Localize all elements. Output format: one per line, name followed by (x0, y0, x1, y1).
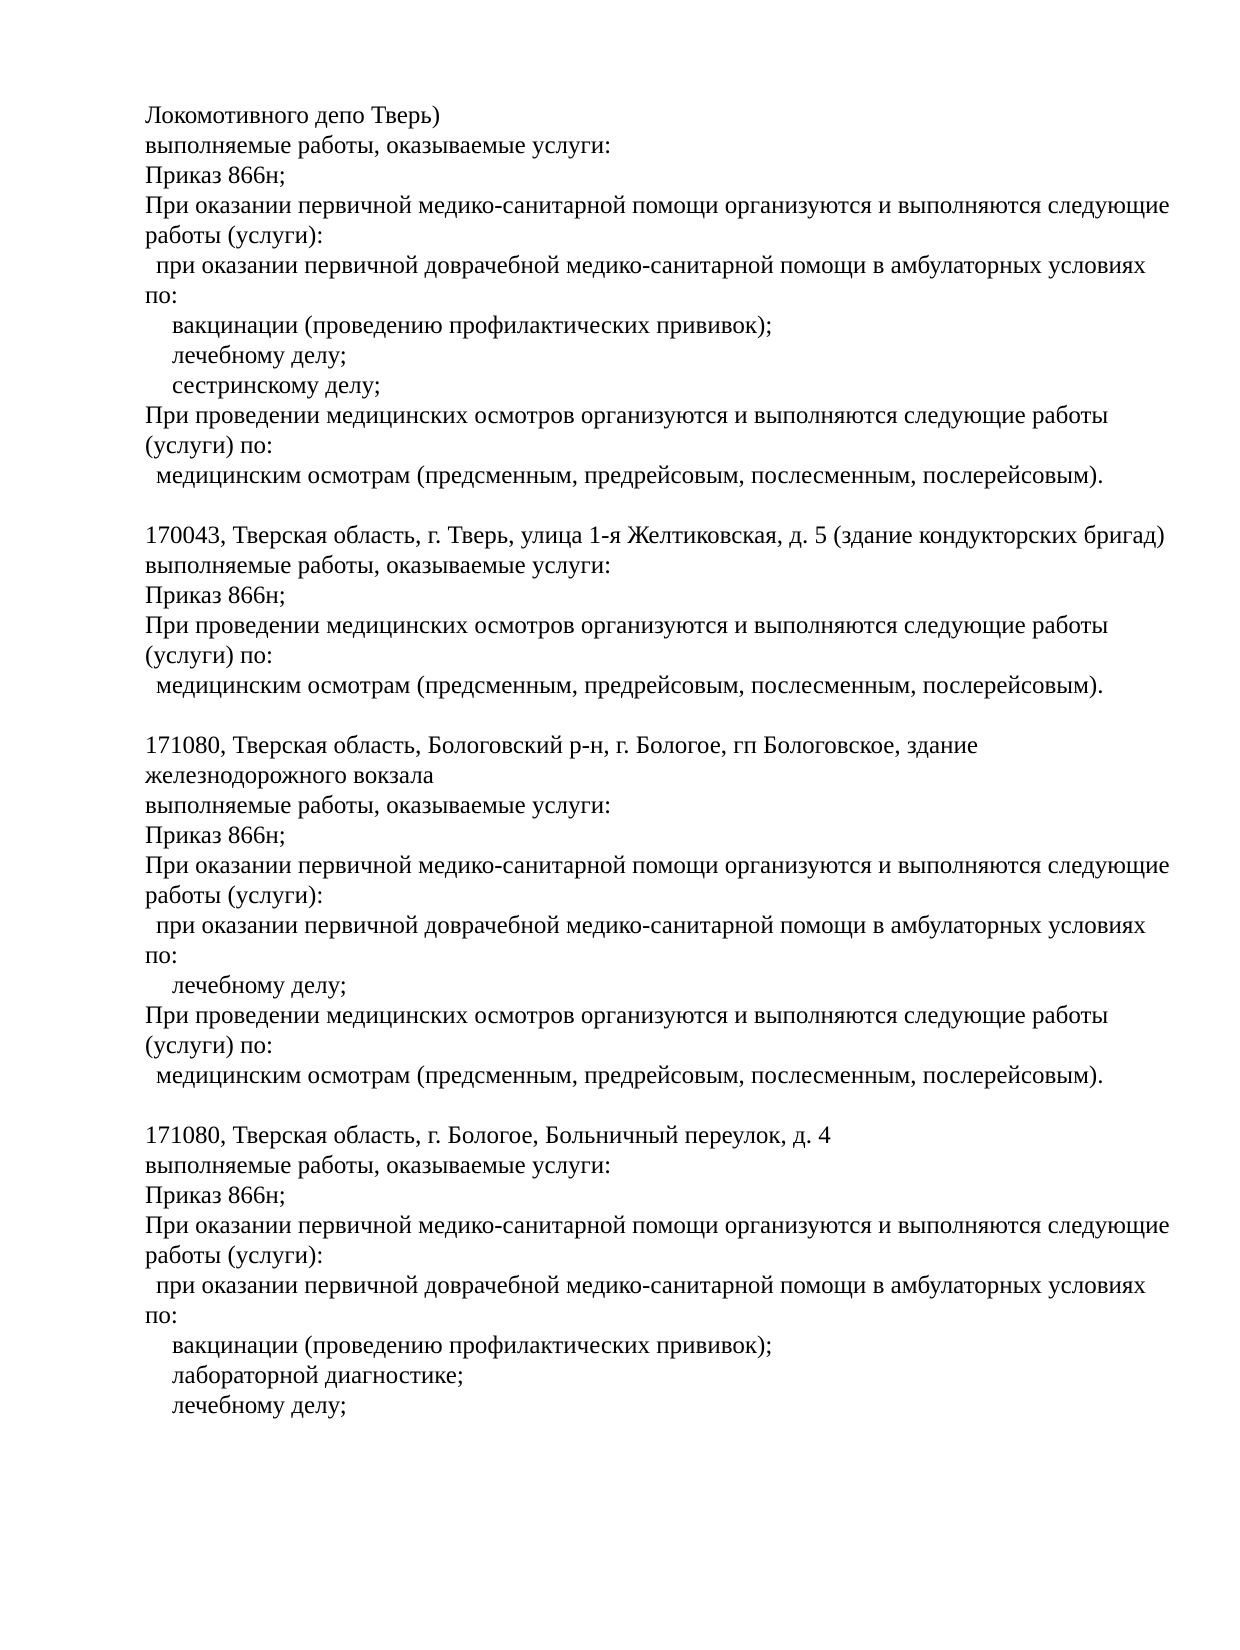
text-line: вакцинации (проведению профилактических прививок); (172, 312, 773, 339)
text-line: Приказ 866н; (145, 822, 286, 849)
text-line: выполняемые работы, оказываемые услуги: (145, 792, 612, 819)
text-line: лечебному делу; (172, 342, 347, 369)
text-line: При оказании первичной медико-санитарной помощи организуются и выполняются следующие (145, 1212, 1170, 1239)
text-line: сестринскому делу; (172, 372, 381, 399)
text-line: Приказ 866н; (145, 1182, 286, 1209)
text-line: по: (145, 1302, 178, 1329)
text-line: При проведении медицинских осмотров организуются и выполняются следующие работы (145, 612, 1109, 639)
text-line: медицинским осмотрам (предсменным, предрейсовым, послесменным, послерейсовым). (156, 462, 1104, 489)
text-line: при оказании первичной доврачебной медико-санитарной помощи в амбулаторных условиях (156, 1272, 1146, 1299)
text-line: выполняемые работы, оказываемые услуги: (145, 1152, 612, 1179)
text-line: железнодорожного вокзала (145, 762, 434, 789)
text-line: (услуги) по: (145, 642, 273, 669)
text-line: работы (услуги): (145, 1242, 324, 1269)
address-services-block (145, 101, 1170, 491)
text-line: медицинским осмотрам (предсменным, предрейсовым, послесменным, послерейсовым). (156, 1062, 1104, 1089)
text-line: вакцинации (проведению профилактических прививок); (172, 1332, 773, 1359)
text-line: При оказании первичной медико-санитарной помощи организуются и выполняются следующие (145, 852, 1170, 879)
text-line: лабораторной диагностике; (172, 1362, 464, 1389)
text-line: выполняемые работы, оказываемые услуги: (145, 132, 612, 159)
text-line: При проведении медицинских осмотров организуются и выполняются следующие работы (145, 402, 1109, 429)
text-line: (услуги) по: (145, 1032, 273, 1059)
text-line: При проведении медицинских осмотров организуются и выполняются следующие работы (145, 1002, 1109, 1029)
address-services-block (145, 731, 1170, 1091)
text-line: Локомотивного депо Тверь) (145, 102, 441, 129)
text-line: по: (145, 942, 178, 969)
address-services-block (145, 1121, 1170, 1421)
text-line: 170043, Тверская область, г. Тверь, улица 1-я Желтиковская, д. 5 (здание кондукторских бригад) (145, 522, 1165, 549)
text-line: 171080, Тверская область, г. Бологое, Больничный переулок, д. 4 (145, 1122, 831, 1149)
text-line: выполняемые работы, оказываемые услуги: (145, 552, 612, 579)
text-line: лечебному делу; (172, 972, 347, 999)
text-line: при оказании первичной доврачебной медико-санитарной помощи в амбулаторных условиях (156, 252, 1146, 279)
text-line: 171080, Тверская область, Бологовский р-н, г. Бологое, гп Бологовское, здание (145, 732, 978, 759)
text-line: При оказании первичной медико-санитарной помощи организуются и выполняются следующие (145, 192, 1170, 219)
text-line: по: (145, 282, 178, 309)
text-line: (услуги) по: (145, 432, 273, 459)
text-line: работы (услуги): (145, 882, 324, 909)
text-line: работы (услуги): (145, 222, 324, 249)
text-line: лечебному делу; (172, 1392, 347, 1419)
text-line: при оказании первичной доврачебной медико-санитарной помощи в амбулаторных условиях (156, 912, 1146, 939)
text-line: медицинским осмотрам (предсменным, предрейсовым, послесменным, послерейсовым). (156, 672, 1104, 699)
text-line: Приказ 866н; (145, 582, 286, 609)
text-line: Приказ 866н; (145, 162, 286, 189)
address-services-block (145, 521, 1165, 701)
